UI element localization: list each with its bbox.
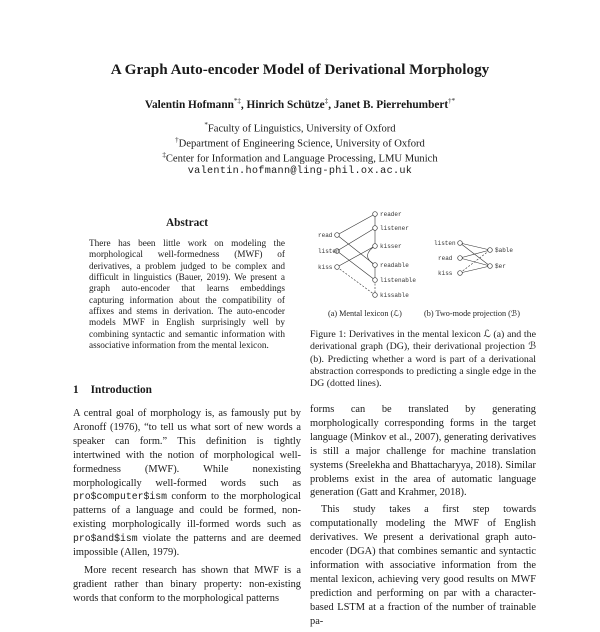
abstract-text: There has been little work on modeling the morphological well-formedness (MWF) of derivatives, a problem judged to be complex and difficult in linguistics (Bauer, 2019). We present a graph auto-encoder that learns embeddings capturing information about the compatibility of affixes and stems in derivation. The auto-encoder models MWF in English surprisingly well by combining syntactic and semantic information with associative information from the mental lexicon.: [89, 239, 285, 352]
author-mark: *‡: [233, 97, 241, 105]
two-mode-projection-graph: [434, 240, 513, 277]
paper-title: A Graph Auto-encoder Model of Derivational Morphology: [110, 61, 490, 78]
subcaption-a: (a) Mental lexicon (ℒ): [328, 309, 402, 318]
author-list: Valentin Hofmann*‡, Hinrich Schütze‡, Janet B. Pierrehumbert†*: [144, 97, 456, 111]
author-name: Hinrich Schütze: [246, 98, 325, 111]
node-label: kissable: [380, 292, 409, 299]
node-label: kiss: [438, 270, 453, 277]
author-email[interactable]: valentin.hofmann@ling-phil.ox.ac.uk: [187, 166, 413, 177]
subcaption-b: (b) Two-mode projection (ℬ): [424, 309, 520, 318]
paragraph: More recent research has shown that MWF is a gradient rather than binary property: non-existing words that conform to the morphological patterns: [73, 564, 301, 604]
node-label: listenable: [380, 277, 417, 284]
left-column-text: [73, 407, 301, 610]
figure-caption: Figure 1: Derivatives in the mental lexicon ℒ (a) and the derivational graph (DG), their derivational projection ℬ (b). Predicting whether a word is part of a derivational abstraction corresponds to predicting a single edge in the DG (dotted lines).: [310, 329, 536, 390]
author-name: Janet B. Pierrehumbert: [333, 98, 449, 111]
node-label: readable: [380, 262, 409, 269]
node-label: listener: [380, 225, 409, 232]
affiliation: ‡Center for Information and Language Processing, LMU Munich: [162, 151, 438, 165]
abstract-heading: Abstract: [165, 217, 209, 229]
author-name: Valentin Hofmann: [144, 98, 234, 111]
affiliation: †Department of Engineering Science, University of Oxford: [175, 136, 425, 150]
node-label: kisser: [380, 243, 402, 250]
node-label: $er: [495, 263, 506, 270]
node-label: listen: [434, 240, 456, 247]
affiliation: *Faculty of Linguistics, University of Oxford: [204, 121, 396, 135]
right-column-text: [310, 403, 536, 632]
node-label: read: [438, 255, 453, 262]
node-label: listen: [318, 248, 340, 255]
paragraph: A central goal of morphology is, as famously put by Aronoff (1976), “to tell us what sort of new words a speaker can form.” This definition is tightly intertwined with the notion of morphological well-formedness (MWF). While nonexisting morphologically well-formed words such as pro$computer$ism conform to the morphological patterns of a language and could be formed, non-existing morphologically ill-formed words such as pro$and$ism violate the patterns and are deemed impossible (Allen, 1979).: [73, 408, 301, 559]
node-label: read: [318, 232, 333, 239]
figure-1: [310, 208, 536, 323]
mental-lexicon-graph: [318, 211, 416, 299]
node-label: reader: [380, 211, 402, 218]
node-label: kiss: [318, 264, 333, 271]
author-mark: †*: [448, 97, 456, 105]
section-heading: 1 Introduction: [73, 384, 152, 396]
author-mark: ‡: [324, 97, 329, 105]
paragraph: forms can be translated by generating morphologically corresponding forms in the target language (Minkov et al., 2007), generating derivatives is still a major challenge for machine translation systems (Sreelekha and Bhattacharyya, 2018). Similar problems exist in the area of automatic language generation (Gatt and Krahmer, 2018).: [310, 404, 536, 499]
paragraph: This study takes a first step towards computationally modeling the MWF of English derivatives. We present a derivational graph auto-encoder (DGA) that combines semantic and syntactic information with associative information from the mental lexicon, achieving very good results on MWF prediction and performing on par with a character-based LSTM at a fraction of the number of trainable pa-: [310, 504, 536, 627]
node-label: $able: [495, 247, 514, 254]
